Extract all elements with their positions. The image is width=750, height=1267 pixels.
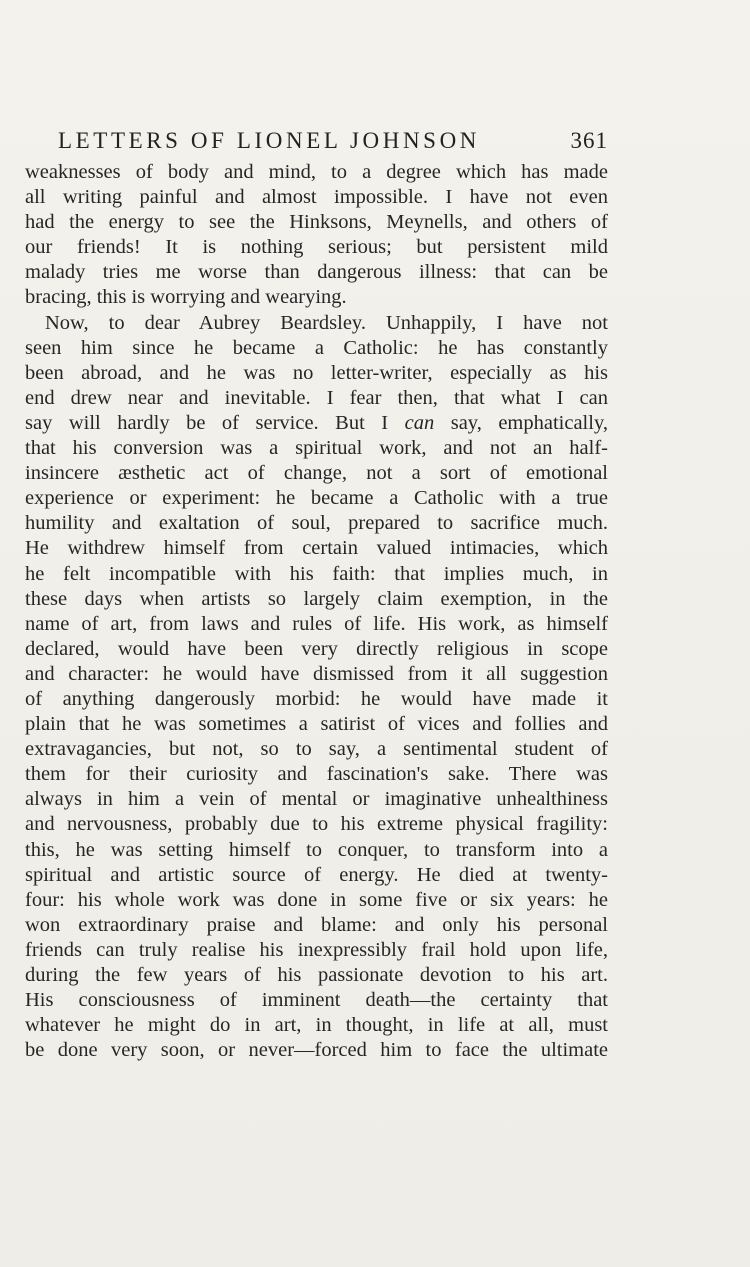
text-line: say will hardly be of service. But I can say, emphatically,: [25, 411, 608, 434]
text-line: that his conversion was a spiritual work, and not an half-: [25, 437, 608, 460]
running-title: LETTERS OF LIONEL JOHNSON: [58, 128, 480, 153]
emphasis: can: [404, 411, 435, 434]
text-line: humility and exaltation of soul, prepared to sacrifice much.: [25, 512, 608, 535]
text-line: experience or experiment: he became a Catholic with a true: [25, 487, 608, 510]
text-line: and character: he would have dismissed from it all suggestion: [25, 662, 608, 685]
text-line: name of art, from laws and rules of life. His work, as himself: [25, 612, 608, 635]
text-line: during the few years of his passionate devotion to his art.: [25, 964, 608, 986]
text-line: and nervousness, probably due to his extreme physical fragility:: [25, 813, 608, 836]
text-line: of anything dangerously morbid: he would have made it: [25, 687, 608, 710]
text-line: been abroad, and he was no letter-writer, especially as his: [25, 361, 608, 384]
text-line: them for their curiosity and fascination's sake. There was: [25, 763, 608, 786]
text-line: His consciousness of imminent death—the certainty that: [25, 989, 608, 1012]
text-line: all writing painful and almost impossible. I have not even: [25, 186, 608, 209]
text-line: declared, would have been very directly religious in scope: [25, 637, 608, 660]
running-head: [25, 124, 608, 158]
text-line: insincere æsthetic act of change, not a sort of emotional: [25, 462, 608, 485]
text-line: extravagancies, but not, so to say, a sentimental student of: [25, 738, 608, 761]
text-line: he felt incompatible with his faith: that implies much, in: [25, 562, 608, 585]
text-line: be done very soon, or never—forced him to face the ultimate: [25, 1039, 608, 1062]
text-line: four: his whole work was done in some five or six years: he: [25, 888, 608, 911]
text-line: this, he was setting himself to conquer, to transform into a: [25, 838, 608, 861]
text-line: He withdrew himself from certain valued intimacies, which: [25, 537, 608, 560]
text-line: seen him since he became a Catholic: he has constantly: [25, 336, 608, 359]
body-text: [25, 160, 608, 1063]
text-line: malady tries me worse than dangerous illness: that can be: [25, 261, 608, 284]
text-line: friends can truly realise his inexpressibly frail hold upon life,: [25, 938, 608, 961]
text-line: always in him a vein of mental or imaginative unhealthiness: [25, 788, 608, 811]
text-line: our friends! It is nothing serious; but persistent mild: [25, 236, 608, 259]
text-line: bracing, this is worrying and wearying.: [25, 286, 347, 309]
text-line: Now, to dear Aubrey Beardsley. Unhappily, I have not: [45, 311, 608, 334]
text-line: end drew near and inevitable. I fear then, that what I can: [25, 386, 608, 409]
text-line: plain that he was sometimes a satirist of vices and follies and: [25, 713, 608, 736]
text-line: whatever he might do in art, in thought, in life at all, must: [25, 1014, 608, 1037]
text-line: had the energy to see the Hinksons, Meynells, and others of: [25, 211, 608, 234]
page-number: 361: [570, 128, 608, 153]
text-line: won extraordinary praise and blame: and only his personal: [25, 913, 608, 936]
text-line: spiritual and artistic source of energy. He died at twenty-: [25, 863, 608, 886]
text-line: these days when artists so largely claim exemption, in the: [25, 587, 608, 610]
text-line: weaknesses of body and mind, to a degree which has made: [25, 161, 608, 183]
